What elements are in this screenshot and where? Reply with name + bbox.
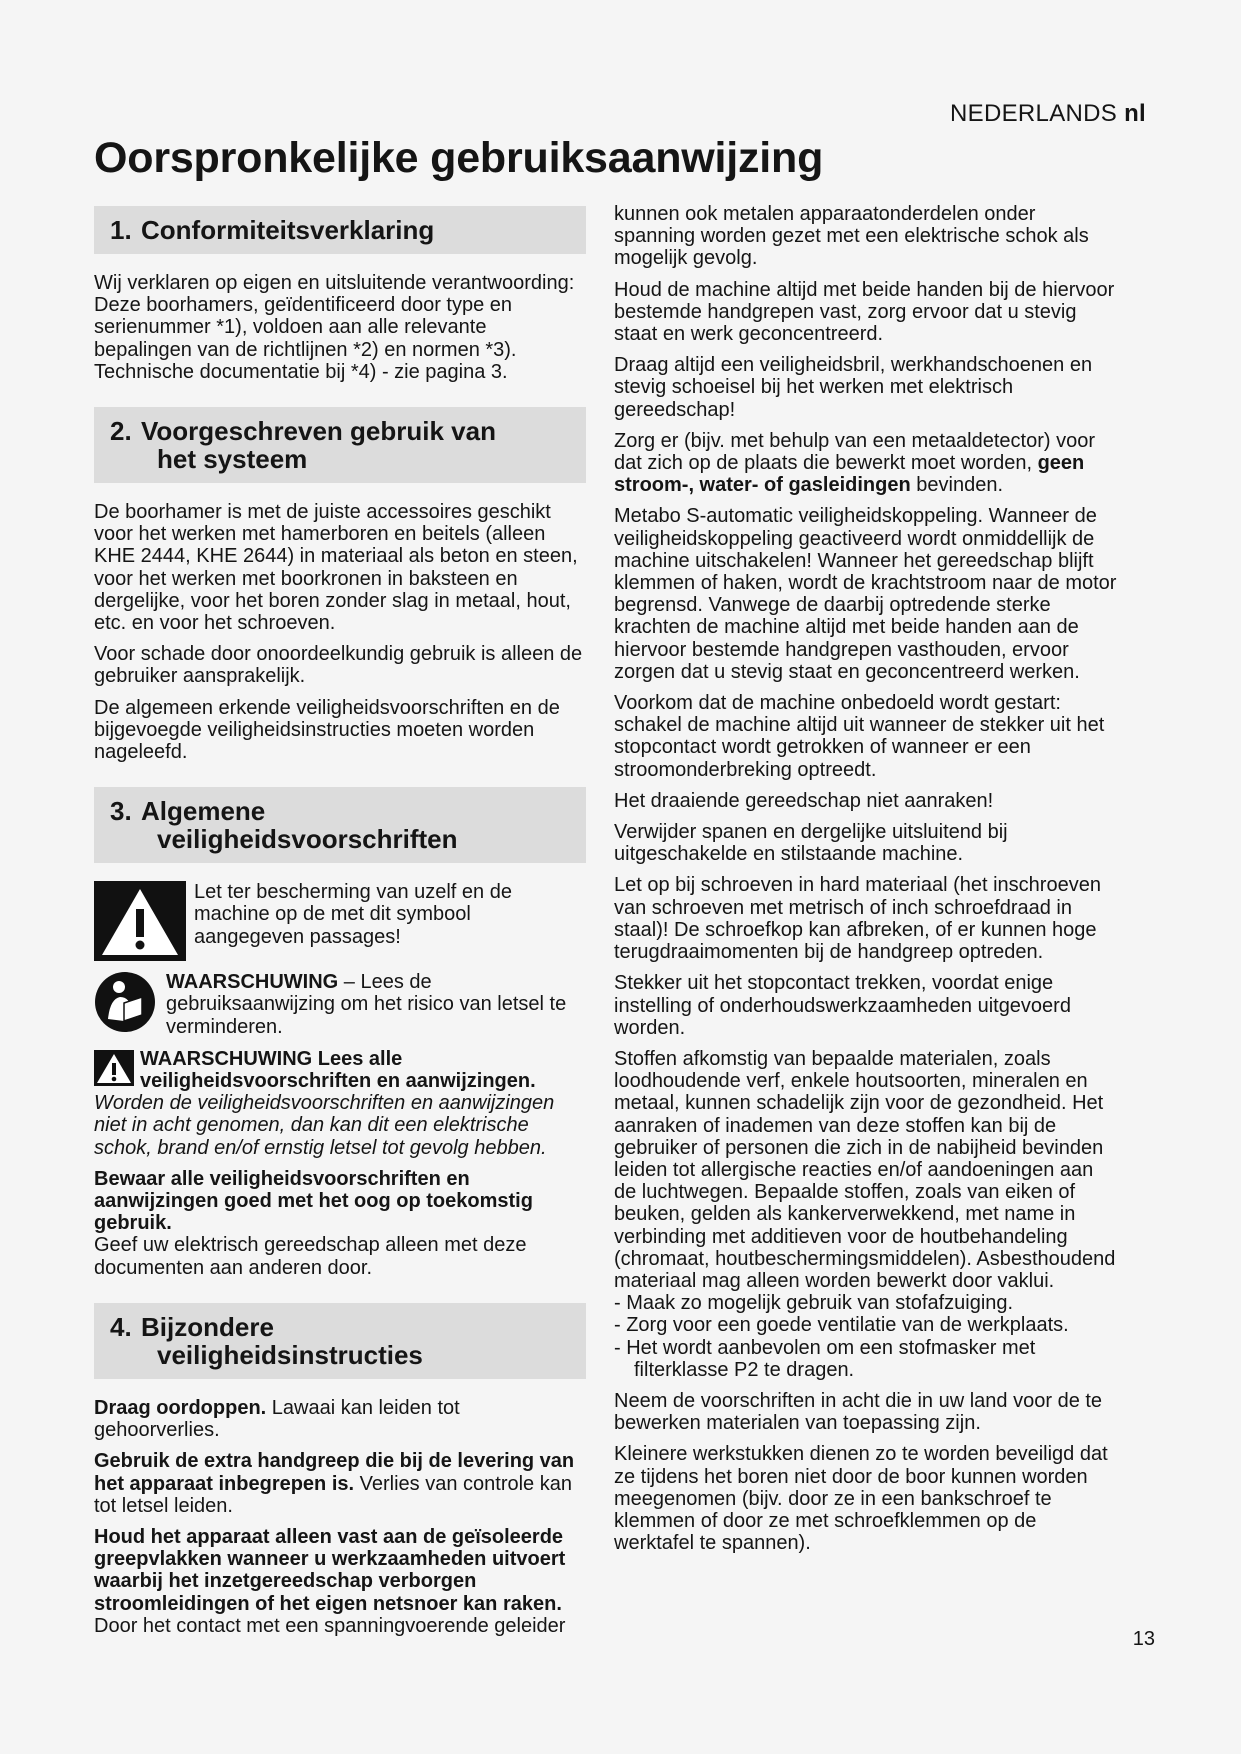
- language-label: [950, 100, 1146, 128]
- symbol-notice-text: Let ter bescherming van uzelf en de machine op de met dit symbool aangegeven passages!: [194, 881, 512, 948]
- right-paragraph-9: Let op bij schroeven in hard materiaal (het inschroeven van schroeven met metrisch of inch schroefdraad in staal)! De schroefkop kan afbreken, of er kunnen hoge terugdraaimomenten bij de handgreep optreden.: [614, 874, 1101, 964]
- section-2-number: 2.: [110, 416, 132, 447]
- ear-protection-paragraph: [94, 1397, 586, 1441]
- section-2-title-line1: Voorgeschreven gebruik van: [141, 416, 496, 447]
- right-paragraph-11: Stoffen afkomstig van bepaalde materialen, zoals loodhoudende verf, enkele houtsoorten, mineralen en metaal, kunnen schadelijk zijn voor de gezondheid. Het aanraken of inademen van deze stoffen kan bij de gebruiker of personen die zich in de nabijheid bevinden leiden tot allergische reacties en/of aandoeningen aan de luchtwegen. Bepaalde stoffen, zoals van eiken of beuken, gelden als kankerverwekkend, met name in verbinding met additieven voor de houtbehandeling (chromaat, houtbeschermingsmiddelen). Asbesthoudend materiaal mag alleen worden bewerkt door vaklui.: [614, 1047, 1116, 1292]
- bullet-dust-mask: - Het wordt aanbevolen om een stofmasker met filterklasse P2 te dragen.: [614, 1336, 1036, 1381]
- bullet-dust-extraction: - Maak zo mogelijk gebruik van stofafzuiging.: [614, 1292, 1014, 1315]
- section-4-title-line1: Bijzondere: [141, 1311, 274, 1342]
- right-paragraph-7: Het draaiende gereedschap niet aanraken!: [614, 789, 994, 812]
- keep-instructions-text: Geef uw elektrisch gereedschap alleen met deze documenten aan anderen door.: [94, 1234, 527, 1279]
- right-paragraph-12: Neem de voorschriften in acht die in uw land voor de te bewerken materialen van toepassing zijn.: [614, 1389, 1103, 1435]
- keep-instructions-label: Bewaar alle veiligheidsvoorschriften en aanwijzingen goed met het oog op toekomstig gebruik.: [94, 1167, 533, 1235]
- section-3-title-line2: veiligheidsvoorschriften: [157, 824, 458, 855]
- read-manual-icon: [94, 971, 156, 1033]
- ear-protection-label: Draag oordoppen.: [94, 1396, 267, 1419]
- warning-2-label: WAARSCHUWING Lees alle veiligheidsvoorschriften en aanwijzingen.: [140, 1047, 536, 1093]
- right-paragraph-5: Metabo S-automatic veiligheidskoppeling. Wanneer de veiligheidskoppeling geactiveerd wordt onmiddellijk de machine uitschakelen! Wanneer het gereedschap blijft klemmen of haken, wordt de krachtstroom naar de motor begrensd. Vanwege de daarbij optredende sterke krachten de machine altijd met beide handen aan de hiervoor bestemde handgrepen vasthouden, ervoor zorgen dat u stevig staat en geconcentreerd werken.: [614, 505, 1117, 683]
- warning-read-all: [94, 1048, 586, 1159]
- right-paragraph-13: Kleinere werkstukken dienen zo te worden beveiligd dat ze tijdens het boren niet door de boor kunnen worden meegenomen (bijv. door ze in een bankschroef te klemmen of door ze met schroefklemmen op de werktafel te spannen).: [614, 1443, 1108, 1555]
- insulated-grip-text: Door het contact met een spanningvoerende geleider: [94, 1614, 566, 1637]
- right-paragraph-4-bold: geen stroom-, water- of gasleidingen: [614, 452, 1085, 497]
- warning-1-text: – Lees de gebruiksaanwijzing om het risico van letsel te verminderen.: [166, 971, 567, 1038]
- right-paragraph-2: Houd de machine altijd met beide handen bij de hiervoor bestemde handgrepen vast, zorg ervoor dat u stevig staat en werk geconcentreerd.: [614, 278, 1115, 346]
- section-4-title-line2: veiligheidsinstructies: [157, 1339, 423, 1370]
- right-column: [614, 203, 1119, 1563]
- section-2-heading: [94, 407, 586, 483]
- warning-1-label: WAARSCHUWING: [166, 971, 339, 994]
- ear-protection-text: Lawaai kan leiden tot gehoorverlies.: [94, 1396, 460, 1442]
- page-title: Oorspronkelijke gebruiksaanwijzing: [94, 134, 824, 182]
- right-paragraph-4-end: bevinden.: [910, 474, 1003, 497]
- section-1-number: 1.: [110, 215, 132, 245]
- extra-handle-paragraph: [94, 1450, 586, 1517]
- section-3-title-line1: Algemene: [141, 796, 266, 827]
- page-number: 13: [1132, 1628, 1155, 1650]
- section-1-heading: [94, 206, 586, 254]
- right-paragraph-6: Voorkom dat de machine onbedoeld wordt gestart: schakel de machine altijd uit wanneer de stekker uit het stopcontact wordt getrokken of wanneer er een stroomonderbreking optreedt.: [614, 692, 1105, 781]
- right-paragraph-1: kunnen ook metalen apparaatonderdelen onder spanning worden gezet met een elektrische schok als mogelijk gevolg.: [614, 203, 1089, 270]
- warning-read-manual-text: [166, 971, 586, 1038]
- warning-read-manual: [94, 971, 586, 1038]
- extra-handle-label: Gebruik de extra handgreep die bij de levering van het apparaat inbegrepen is.: [94, 1450, 575, 1495]
- symbol-notice: [94, 881, 586, 961]
- language-name: NEDERLANDS: [950, 100, 1118, 127]
- warning-triangle-icon: [94, 881, 186, 961]
- section-4-number: 4.: [110, 1311, 132, 1342]
- section-1-body: Wij verklaren op eigen en uitsluitende verantwoording: Deze boorhamers, geïdentificeerd door type en serienummer *1), voldoen aan alle relevante bepalingen van de richtlijnen *2) en normen *3). Technische documentatie bij *4) - zie pagina 3.: [94, 272, 575, 383]
- section-3-heading: [94, 787, 586, 863]
- insulated-grip-label: Houd het apparaat alleen vast aan de geïsoleerde greepvlakken wanneer u werkzaamheden uitvoert waarbij het inzetgereedschap verborgen stroomleidingen of het eigen netsnoer kan raken.: [94, 1525, 566, 1615]
- section-2-title-line2: het systeem: [157, 444, 308, 475]
- bullet-ventilation: - Zorg voor een goede ventilatie van de werkplaats.: [614, 1314, 1069, 1337]
- right-paragraph-3: Draag altijd een veiligheidsbril, werkhandschoenen en stevig schoeisel bij het werken met elektrisch gereedschap!: [614, 354, 1093, 421]
- right-paragraph-8: Verwijder spanen en dergelijke uitsluitend bij uitgeschakelde en stilstaande machine.: [614, 821, 1008, 866]
- section-1-title: Conformiteitsverklaring: [141, 215, 435, 245]
- insulated-grip-paragraph: [94, 1526, 586, 1637]
- section-4-heading: [94, 1303, 586, 1379]
- section-2-paragraph-2: Voor schade door onoordeelkundig gebruik is alleen de gebruiker aansprakelijk.: [94, 643, 583, 688]
- warning-small-icon: [94, 1050, 134, 1086]
- right-paragraph-4: [614, 430, 1119, 497]
- keep-instructions-bold: [94, 1168, 586, 1235]
- language-code: nl: [1124, 100, 1146, 127]
- section-2-paragraph-3: De algemeen erkende veiligheidsvoorschriften en de bijgevoegde veiligheidsinstructies moeten worden nageleefd.: [94, 696, 560, 764]
- warning-2-text: Worden de veiligheidsvoorschriften en aanwijzingen niet in acht genomen, dan kan dit een elektrische schok, brand en/of ernstig letsel tot gevolg hebben.: [94, 1092, 555, 1159]
- extra-handle-text: Verlies van controle kan tot letsel leiden.: [94, 1472, 572, 1517]
- section-2-paragraph-1: De boorhamer is met de juiste accessoires geschikt voor het werken met hamerboren en beitels (alleen KHE 2444, KHE 2644) in materiaal als beton en steen, voor het werken met boorkronen in baksteen en dergelijke, voor het boren zonder slag in metaal, hout, etc. en voor het schroeven.: [94, 501, 578, 635]
- left-column: [94, 206, 586, 1646]
- right-paragraph-4-start: Zorg er (bijv. met behulp van een metaaldetector) voor dat zich op de plaats die bewerkt moet worden,: [614, 429, 1095, 475]
- section-3-number: 3.: [110, 796, 132, 827]
- right-paragraph-10: Stekker uit het stopcontact trekken, voordat enige instelling of onderhoudswerkzaamheden uitgevoerd worden.: [614, 972, 1071, 1039]
